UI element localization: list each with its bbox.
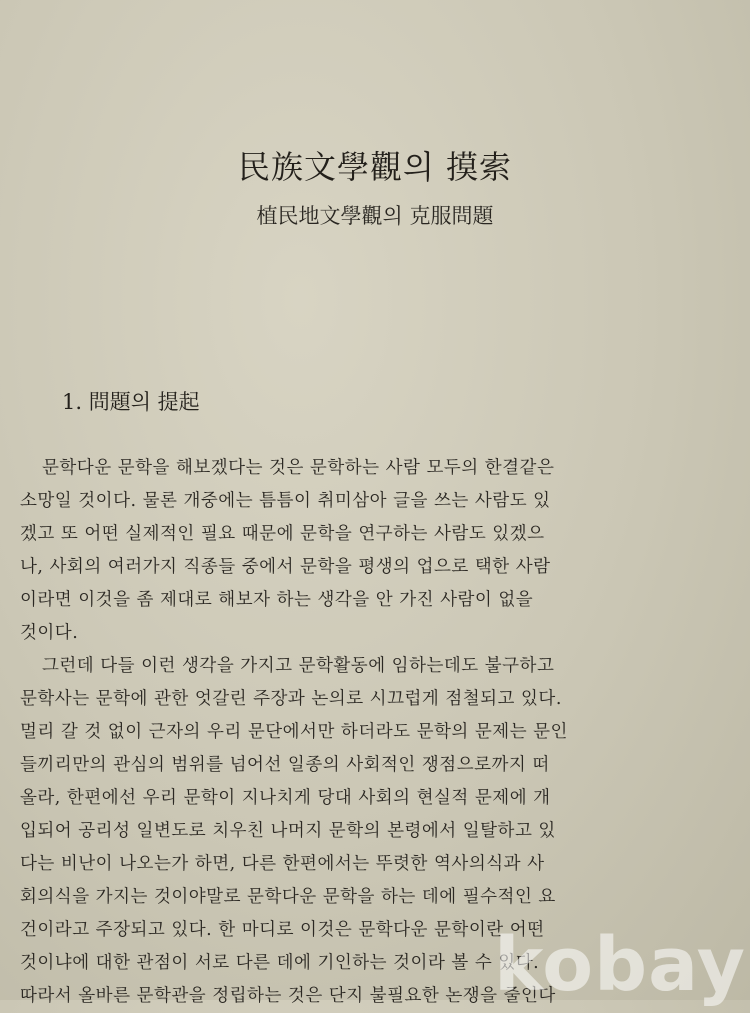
text-line: 회의식을 가지는 것이야말로 문학다운 문학을 하는 데에 필수적인 요 <box>20 887 556 907</box>
text-line: 것이냐에 대한 관점이 서로 다른 데에 기인하는 것이라 볼 수 있다. <box>20 953 540 973</box>
watermark-logo: kobay <box>494 922 746 1008</box>
text-line: 입되어 공리성 일변도로 치우친 나머지 문학의 본령에서 일탈하고 있 <box>20 821 556 841</box>
text-line: 이라면 이것을 좀 제대로 해보자 하는 생각을 안 가진 사람이 없을 <box>20 590 534 610</box>
text-line: 나, 사회의 여러가지 직종들 중에서 문학을 평생의 업으로 택한 사람 <box>20 557 551 577</box>
text-line: 소망일 것이다. 물론 개중에는 틈틈이 취미삼아 글을 쓰는 사람도 있 <box>20 491 551 511</box>
text-line: 문학다운 문학을 해보겠다는 것은 문학하는 사람 모두의 한결같은 <box>42 458 555 478</box>
text-line: 문학사는 문학에 관한 엇갈린 주장과 논의로 시끄럽게 점철되고 있다. <box>20 689 562 709</box>
text-line: 건이라고 주장되고 있다. 한 마디로 이것은 문학다운 문학이란 어떤 <box>20 920 545 940</box>
section-heading: 1. 問題의 提起 <box>62 390 200 414</box>
text-line: 그런데 다들 이런 생각을 가지고 문학활동에 임하는데도 불구하고 <box>42 656 555 676</box>
text-line: 겠고 또 어떤 실제적인 필요 때문에 문학을 연구하는 사람도 있겠으 <box>20 524 545 544</box>
paragraph-1 <box>20 452 660 650</box>
text-line: 올라, 한편에선 우리 문학이 지나치게 당대 사회의 현실적 문제에 개 <box>20 788 551 808</box>
chapter-title: 民族文學觀의 摸索 <box>237 148 513 186</box>
text-line: 따라서 올바른 문학관을 정립하는 것은 단지 불필요한 논쟁을 줄인다 <box>20 986 556 1006</box>
text-line: 다는 비난이 나오는가 하면, 다른 한편에서는 뚜렷한 역사의식과 사 <box>20 854 545 874</box>
text-line: 들끼리만의 관심의 범위를 넘어선 일종의 사회적인 쟁점으로까지 떠 <box>20 755 550 775</box>
chapter-subtitle: 植民地文學觀의 克服問題 <box>256 204 494 228</box>
text-line: 것이다. <box>20 623 79 643</box>
text-line: 멀리 갈 것 없이 근자의 우리 문단에서만 하더라도 문학의 문제는 문인 <box>20 722 568 742</box>
